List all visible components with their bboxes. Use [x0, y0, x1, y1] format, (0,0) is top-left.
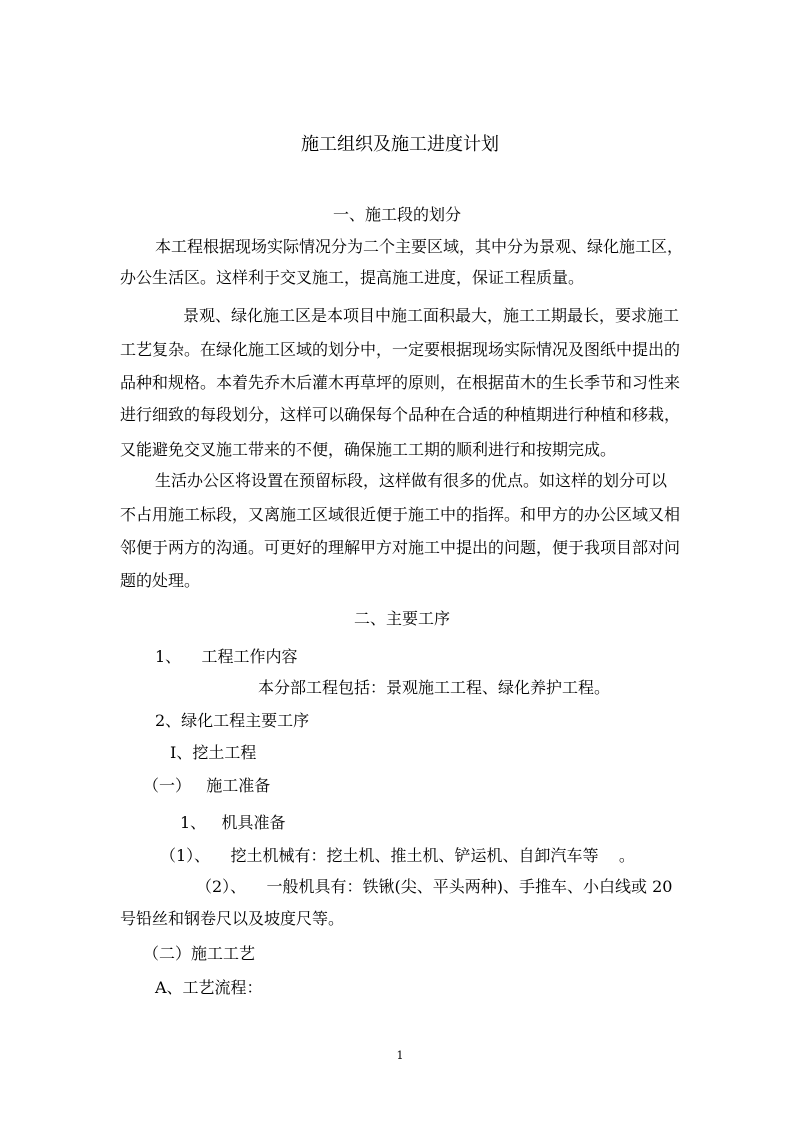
paragraph2-line3: 品种和规格。本着先乔木后灌木再草坪的原则，在根据苗木的生长季节和习性来: [120, 373, 681, 392]
document-title: 施工组织及施工进度计划: [301, 134, 499, 155]
paragraph2-line5: 又能避免交叉施工带来的不便，确保施工工期的顺利进行和按期完成。: [120, 440, 617, 459]
item2-heading: 2、绿化工程主要工序: [155, 711, 310, 730]
machinery-list-2-line1: （2）、 一般机具有：铁锹(尖、平头两种)、手推车、小白线或 20: [196, 877, 673, 896]
paragraph2-line1: 景观、绿化施工区是本项目中施工面积最大，施工工期最长，要求施工: [183, 306, 680, 325]
item1-heading: 1、 工程工作内容: [155, 647, 298, 666]
paragraph2-line2: 工艺复杂。在绿化施工区域的划分中，一定要根据现场实际情况及图纸中提出的: [120, 340, 681, 359]
paragraph3-line4: 题的处理。: [120, 571, 201, 590]
page-number: 1: [396, 1049, 404, 1062]
machinery-list-1: （1）、 挖土机械有：挖土机、推土机、铲运机、自卸汽车等 。: [160, 846, 635, 865]
section1-heading: 一、施工段的划分: [333, 205, 462, 224]
subsection-1-1-heading: 1、 机具准备: [180, 813, 286, 832]
paragraph3-line3: 邻便于两方的沟通。可更好的理解甲方对施工中提出的问题，便于我项目部对问: [120, 538, 681, 557]
paragraph1-line2: 办公生活区。这样利于交叉施工，提高施工进度，保证工程质量。: [120, 268, 585, 287]
process-flow-heading: A、工艺流程：: [155, 978, 263, 997]
paragraph2-line4: 进行细致的每段划分，这样可以确保每个品种在合适的种植期进行种植和移栽，: [120, 405, 681, 424]
subsection-1-heading: （一） 施工准备: [143, 776, 271, 795]
paragraph3-line1: 生活办公区将设置在预留标段，这样做有很多的优点。如这样的划分可以: [155, 471, 668, 490]
section2-heading: 二、主要工序: [354, 609, 451, 628]
subsection-2-heading: （二）施工工艺: [143, 944, 256, 963]
machinery-list-2-line2: 号铅丝和钢卷尺以及坡度尺等。: [120, 909, 345, 928]
paragraph1-line1: 本工程根据现场实际情况分为二个主要区域，其中分为景观、绿化施工区，: [155, 237, 684, 256]
subsection-i-heading: Ⅰ、挖土工程: [170, 743, 257, 762]
item1-content: 本分部工程包括：景观施工工程、绿化养护工程。: [258, 678, 611, 697]
paragraph3-line2: 不占用施工标段，又离施工区域很近便于施工中的指挥。和甲方的办公区域又相: [120, 505, 681, 524]
